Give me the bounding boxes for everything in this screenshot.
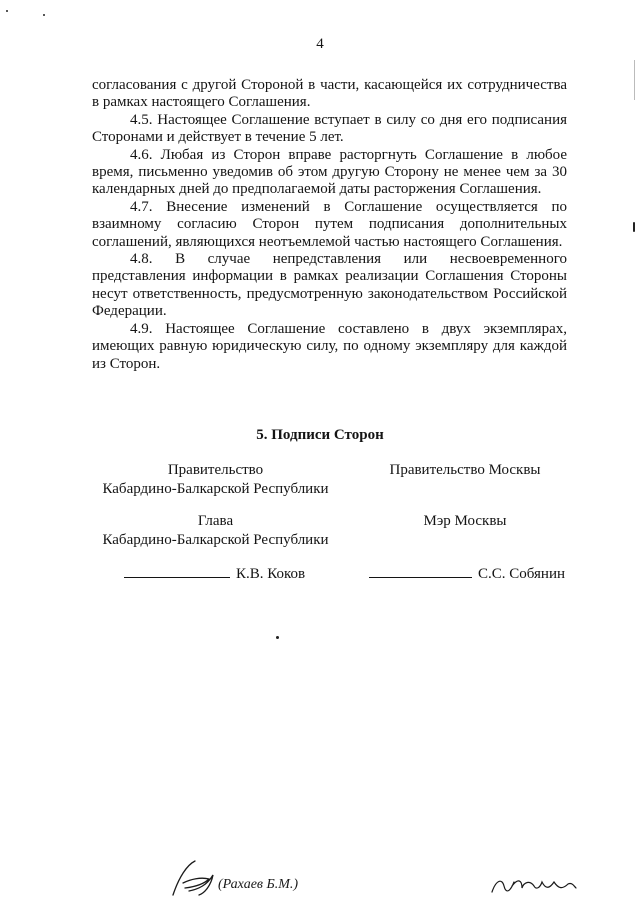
paragraph-4-7: 4.7. Внесение изменений в Соглашение осуществляется по взаимному согласию Сторон путем подписания дополнительных соглашений, являющихся неотъемлемой частью настоящего Соглашения. [92, 198, 567, 250]
paragraph-4-8: 4.8. В случае непредставления или несвоевременного представления информации в рамках реализации Соглашения Стороны несут ответственность, предусмотренную законодательством Российской Федерации. [92, 251, 567, 320]
left-party-position [88, 512, 343, 550]
handwritten-initials-text: (Рахаев Б.М.) [218, 877, 299, 892]
left-org-line2: Кабардино-Балкарской Республики [102, 481, 329, 497]
left-party-org [88, 461, 343, 499]
left-signature-line [124, 564, 305, 583]
right-position-line1: Мэр Москвы [423, 513, 507, 529]
left-org-line1: Правительство [167, 462, 264, 478]
handwritten-initials-right [488, 874, 578, 898]
scan-edge-mark [634, 60, 635, 100]
paragraph-continuation: согласования с другой Стороной в части, касающейся их сотрудничества в рамках настоящего Соглашения. [92, 77, 567, 111]
left-position-line1: Глава [197, 513, 234, 529]
section-title-signatures: 5. Подписи Сторон [256, 427, 384, 443]
signature-blank [124, 564, 230, 578]
paragraph-4-6: 4.6. Любая из Сторон вправе расторгнуть Соглашение в любое время, письменно уведомив об этом другую Сторону не менее чем за 30 календарных дней до предполагаемой даты расторжения Соглашения. [92, 146, 567, 198]
right-signatory-name: С.С. Собянин [478, 566, 566, 582]
right-party-org [355, 461, 575, 480]
agreement-body [92, 77, 567, 373]
right-org-line1: Правительство Москвы [389, 462, 541, 478]
left-signatory-name: К.В. Коков [236, 566, 306, 582]
signature-blank [369, 564, 472, 578]
scan-speck [276, 636, 279, 639]
handwritten-initials-left [165, 855, 225, 900]
paragraph-4-9: 4.9. Настоящее Соглашение составлено в двух экземплярах, имеющих равную юридическую силу, по одному экземпляру для каждой из Сторон. [92, 320, 567, 372]
scan-edge-mark [633, 222, 635, 232]
right-signature-line [369, 564, 565, 583]
left-position-line2: Кабардино-Балкарской Республики [102, 532, 329, 548]
page-number: 4 [316, 36, 324, 52]
paragraph-4-5: 4.5. Настоящее Соглашение вступает в силу со дня его подписания Сторонами и действует в течение 5 лет. [92, 111, 567, 146]
scan-speck [43, 14, 45, 16]
scan-speck [6, 10, 8, 12]
right-party-position [355, 512, 575, 531]
